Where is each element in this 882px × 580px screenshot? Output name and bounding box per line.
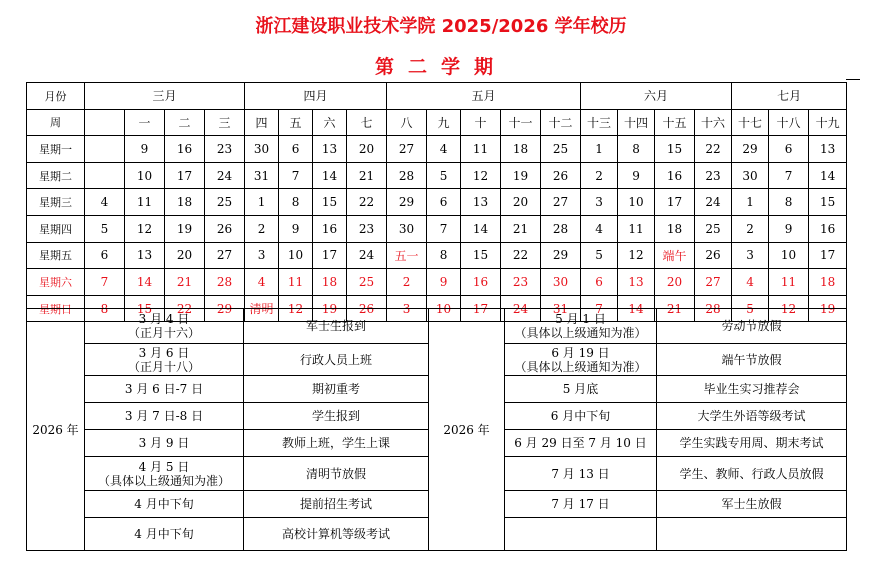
date-cell: 27 bbox=[695, 269, 732, 296]
date-cell: 五一 bbox=[387, 242, 427, 269]
date-cell: 18 bbox=[501, 136, 541, 163]
date-cell: 3 bbox=[732, 242, 769, 269]
event-date-line: 6 月 19 日 bbox=[551, 345, 610, 360]
event-date-right bbox=[505, 344, 657, 376]
decorative-line bbox=[846, 79, 860, 80]
date-cell: 13 bbox=[461, 189, 501, 216]
event-date-line: 7 月 17 日 bbox=[551, 497, 610, 511]
month-header: 五月 bbox=[387, 83, 581, 110]
date-cell: 27 bbox=[387, 136, 427, 163]
date-cell: 10 bbox=[427, 295, 461, 322]
event-name-left: 军士生报到 bbox=[244, 309, 429, 344]
week-number: 六 bbox=[313, 109, 347, 136]
date-cell: 20 bbox=[165, 242, 205, 269]
date-cell: 16 bbox=[461, 269, 501, 296]
date-cell: 24 bbox=[205, 162, 245, 189]
event-date-line: 3 月 6 日-7 日 bbox=[124, 382, 204, 396]
day-row bbox=[27, 215, 847, 242]
date-cell: 24 bbox=[501, 295, 541, 322]
event-date-line: 4 月中下旬 bbox=[134, 527, 194, 541]
date-cell: 23 bbox=[501, 269, 541, 296]
date-cell: 4 bbox=[581, 215, 618, 242]
week-number: 十三 bbox=[581, 109, 618, 136]
date-cell: 端午 bbox=[655, 242, 695, 269]
event-name-right: 军士生放假 bbox=[657, 491, 847, 518]
year-label-left: 2026 年 bbox=[27, 309, 85, 551]
event-date-line: （具体以上级通知为准） bbox=[514, 359, 647, 374]
date-cell: 6 bbox=[279, 136, 313, 163]
event-date-line: 3 月 7 日-8 日 bbox=[124, 409, 204, 423]
page-title: 浙江建设职业技术学院 2025/2026 学年校历 bbox=[255, 16, 627, 37]
date-cell: 12 bbox=[769, 295, 809, 322]
date-cell: 15 bbox=[125, 295, 165, 322]
date-cell: 1 bbox=[732, 189, 769, 216]
date-cell: 10 bbox=[125, 162, 165, 189]
event-date-right bbox=[505, 457, 657, 491]
date-cell: 22 bbox=[501, 242, 541, 269]
event-date-line: 3 月 6 日 bbox=[138, 345, 190, 360]
event-date-line: 5 月底 bbox=[562, 382, 599, 396]
date-cell: 26 bbox=[347, 295, 387, 322]
week-number: 七 bbox=[347, 109, 387, 136]
date-cell: 8 bbox=[618, 136, 655, 163]
event-date-right bbox=[505, 403, 657, 430]
date-cell: 30 bbox=[387, 215, 427, 242]
date-cell: 3 bbox=[245, 242, 279, 269]
event-name-right: 学生、教师、行政人员放假 bbox=[657, 457, 847, 491]
event-name-right: 端午节放假 bbox=[657, 344, 847, 376]
event-date-line: 4 月中下旬 bbox=[134, 497, 194, 511]
event-date-line: 5 月 1 日 bbox=[555, 312, 606, 326]
date-cell: 16 bbox=[809, 215, 847, 242]
date-cell: 14 bbox=[313, 162, 347, 189]
date-cell: 13 bbox=[313, 136, 347, 163]
date-cell: 9 bbox=[427, 269, 461, 296]
date-cell: 27 bbox=[541, 189, 581, 216]
date-cell: 21 bbox=[165, 269, 205, 296]
event-date-line: （具体以上级通知为准） bbox=[97, 473, 230, 488]
event-name-left: 高校计算机等级考试 bbox=[244, 518, 429, 551]
month-header: 四月 bbox=[245, 83, 387, 110]
date-cell: 17 bbox=[809, 242, 847, 269]
date-cell: 16 bbox=[313, 215, 347, 242]
date-cell: 24 bbox=[347, 242, 387, 269]
date-cell: 28 bbox=[205, 269, 245, 296]
week-number: 十二 bbox=[541, 109, 581, 136]
event-date-line: （正月十八） bbox=[127, 359, 200, 374]
event-name-left: 清明节放假 bbox=[244, 457, 429, 491]
event-date-line: 4 月 5 日 bbox=[138, 459, 190, 474]
date-cell: 19 bbox=[165, 215, 205, 242]
date-cell: 2 bbox=[732, 215, 769, 242]
event-name-right: 大学生外语等级考试 bbox=[657, 403, 847, 430]
month-header: 七月 bbox=[732, 83, 847, 110]
date-cell: 26 bbox=[205, 215, 245, 242]
event-date-left bbox=[85, 430, 244, 457]
date-cell: 27 bbox=[205, 242, 245, 269]
date-cell: 29 bbox=[387, 189, 427, 216]
date-cell: 18 bbox=[165, 189, 205, 216]
date-cell: 11 bbox=[769, 269, 809, 296]
event-date-left bbox=[85, 457, 244, 491]
week-row bbox=[27, 109, 847, 136]
date-cell: 2 bbox=[581, 162, 618, 189]
date-cell: 20 bbox=[347, 136, 387, 163]
date-cell: 7 bbox=[769, 162, 809, 189]
date-cell: 4 bbox=[85, 189, 125, 216]
day-row bbox=[27, 162, 847, 189]
date-cell: 13 bbox=[125, 242, 165, 269]
week-number: 五 bbox=[279, 109, 313, 136]
date-cell: 6 bbox=[769, 136, 809, 163]
event-date-line: 7 月 13 日 bbox=[551, 466, 610, 481]
date-cell: 6 bbox=[85, 242, 125, 269]
date-cell: 25 bbox=[695, 215, 732, 242]
date-cell: 15 bbox=[461, 242, 501, 269]
event-date-line: 6 月中下旬 bbox=[550, 409, 611, 423]
month-header-label: 月份 bbox=[27, 83, 85, 110]
event-date-line: 6 月 29 日至 7 月 10 日 bbox=[514, 436, 647, 450]
date-cell: 6 bbox=[427, 189, 461, 216]
date-cell: 7 bbox=[85, 269, 125, 296]
date-cell: 14 bbox=[618, 295, 655, 322]
week-number: 十六 bbox=[695, 109, 732, 136]
date-cell: 19 bbox=[501, 162, 541, 189]
date-cell: 29 bbox=[732, 136, 769, 163]
date-cell: 15 bbox=[655, 136, 695, 163]
date-cell: 8 bbox=[769, 189, 809, 216]
date-cell: 17 bbox=[655, 189, 695, 216]
date-cell: 14 bbox=[125, 269, 165, 296]
week-number: 十 bbox=[461, 109, 501, 136]
date-cell: 2 bbox=[245, 215, 279, 242]
date-cell: 8 bbox=[427, 242, 461, 269]
event-name-right: 学生实践专用周、期末考试 bbox=[657, 430, 847, 457]
year-label-right: 2026 年 bbox=[429, 309, 505, 551]
date-cell: 12 bbox=[618, 242, 655, 269]
event-date-line: （具体以上级通知为准） bbox=[514, 326, 647, 340]
event-name-left: 期初重考 bbox=[244, 376, 429, 403]
date-cell: 25 bbox=[205, 189, 245, 216]
date-cell: 21 bbox=[501, 215, 541, 242]
weekday-label: 星期四 bbox=[27, 215, 85, 242]
date-cell: 20 bbox=[655, 269, 695, 296]
semester-subtitle: 第二学期 bbox=[374, 56, 507, 78]
event-row bbox=[27, 309, 847, 344]
date-cell: 29 bbox=[541, 242, 581, 269]
date-cell: 30 bbox=[245, 136, 279, 163]
date-cell: 13 bbox=[809, 136, 847, 163]
date-cell: 17 bbox=[461, 295, 501, 322]
date-cell: 31 bbox=[541, 295, 581, 322]
date-cell: 5 bbox=[85, 215, 125, 242]
date-cell: 12 bbox=[125, 215, 165, 242]
event-name-right: 毕业生实习推荐会 bbox=[657, 376, 847, 403]
month-row bbox=[27, 83, 847, 110]
event-name-right bbox=[657, 518, 847, 551]
date-cell: 19 bbox=[313, 295, 347, 322]
date-cell: 14 bbox=[809, 162, 847, 189]
week-number: 四 bbox=[245, 109, 279, 136]
date-cell: 清明 bbox=[245, 295, 279, 322]
date-cell: 3 bbox=[581, 189, 618, 216]
date-cell: 4 bbox=[245, 269, 279, 296]
date-cell: 20 bbox=[501, 189, 541, 216]
date-cell: 6 bbox=[581, 269, 618, 296]
day-row bbox=[27, 242, 847, 269]
date-cell: 21 bbox=[347, 162, 387, 189]
date-cell: 9 bbox=[279, 215, 313, 242]
date-cell: 15 bbox=[809, 189, 847, 216]
date-cell: 17 bbox=[313, 242, 347, 269]
date-cell: 10 bbox=[769, 242, 809, 269]
date-cell: 23 bbox=[205, 136, 245, 163]
date-cell: 7 bbox=[279, 162, 313, 189]
date-cell bbox=[85, 136, 125, 163]
date-cell: 31 bbox=[245, 162, 279, 189]
event-date-left bbox=[85, 309, 244, 344]
event-date-right bbox=[505, 309, 657, 344]
date-cell: 25 bbox=[347, 269, 387, 296]
date-cell: 30 bbox=[732, 162, 769, 189]
date-cell: 22 bbox=[695, 136, 732, 163]
date-cell: 9 bbox=[125, 136, 165, 163]
event-date-line: 3 月 9 日 bbox=[138, 436, 190, 450]
calendar-table bbox=[26, 82, 847, 322]
date-cell: 10 bbox=[618, 189, 655, 216]
week-number: 十五 bbox=[655, 109, 695, 136]
week-number: 八 bbox=[387, 109, 427, 136]
events-table bbox=[26, 308, 847, 551]
date-cell: 18 bbox=[809, 269, 847, 296]
date-cell: 5 bbox=[427, 162, 461, 189]
week-number: 一 bbox=[125, 109, 165, 136]
date-cell: 28 bbox=[387, 162, 427, 189]
date-cell: 30 bbox=[541, 269, 581, 296]
date-cell: 5 bbox=[732, 295, 769, 322]
weekday-label: 星期二 bbox=[27, 162, 85, 189]
event-date-left bbox=[85, 518, 244, 551]
date-cell: 15 bbox=[313, 189, 347, 216]
week-number: 九 bbox=[427, 109, 461, 136]
date-cell: 22 bbox=[165, 295, 205, 322]
week-number: 三 bbox=[205, 109, 245, 136]
date-cell: 2 bbox=[387, 269, 427, 296]
event-date-left bbox=[85, 344, 244, 376]
date-cell: 29 bbox=[205, 295, 245, 322]
date-cell: 5 bbox=[581, 242, 618, 269]
week-number bbox=[85, 109, 125, 136]
weekday-label: 星期六 bbox=[27, 269, 85, 296]
date-cell: 1 bbox=[581, 136, 618, 163]
weekday-label: 星期三 bbox=[27, 189, 85, 216]
date-cell: 14 bbox=[461, 215, 501, 242]
day-row bbox=[27, 269, 847, 296]
date-cell: 11 bbox=[618, 215, 655, 242]
week-number: 十八 bbox=[769, 109, 809, 136]
week-header-label: 周 bbox=[27, 109, 85, 136]
week-number: 二 bbox=[165, 109, 205, 136]
date-cell: 26 bbox=[541, 162, 581, 189]
date-cell: 7 bbox=[581, 295, 618, 322]
event-name-left: 教师上班，学生上课 bbox=[244, 430, 429, 457]
date-cell: 12 bbox=[461, 162, 501, 189]
date-cell: 26 bbox=[695, 242, 732, 269]
day-row bbox=[27, 136, 847, 163]
date-cell: 9 bbox=[618, 162, 655, 189]
event-name-left: 行政人员上班 bbox=[244, 344, 429, 376]
date-cell: 8 bbox=[279, 189, 313, 216]
date-cell: 9 bbox=[769, 215, 809, 242]
month-header: 六月 bbox=[581, 83, 732, 110]
date-cell: 11 bbox=[461, 136, 501, 163]
day-row bbox=[27, 189, 847, 216]
date-cell: 24 bbox=[695, 189, 732, 216]
event-date-right bbox=[505, 518, 657, 551]
date-cell: 13 bbox=[618, 269, 655, 296]
event-date-right bbox=[505, 376, 657, 403]
date-cell: 25 bbox=[541, 136, 581, 163]
date-cell: 3 bbox=[387, 295, 427, 322]
event-date-right bbox=[505, 430, 657, 457]
date-cell: 18 bbox=[313, 269, 347, 296]
event-date-line: （正月十六） bbox=[127, 326, 200, 340]
week-number: 十九 bbox=[809, 109, 847, 136]
date-cell: 19 bbox=[809, 295, 847, 322]
week-number: 十一 bbox=[501, 109, 541, 136]
week-number: 十七 bbox=[732, 109, 769, 136]
date-cell bbox=[85, 162, 125, 189]
date-cell: 23 bbox=[695, 162, 732, 189]
date-cell: 11 bbox=[125, 189, 165, 216]
date-cell: 22 bbox=[347, 189, 387, 216]
event-date-left bbox=[85, 491, 244, 518]
date-cell: 28 bbox=[541, 215, 581, 242]
date-cell: 23 bbox=[347, 215, 387, 242]
date-cell: 1 bbox=[245, 189, 279, 216]
week-number: 十四 bbox=[618, 109, 655, 136]
date-cell: 21 bbox=[655, 295, 695, 322]
event-date-right bbox=[505, 491, 657, 518]
event-name-right: 劳动节放假 bbox=[657, 309, 847, 344]
event-date-left bbox=[85, 403, 244, 430]
weekday-label: 星期一 bbox=[27, 136, 85, 163]
event-name-left: 提前招生考试 bbox=[244, 491, 429, 518]
date-cell: 16 bbox=[165, 136, 205, 163]
date-cell: 4 bbox=[427, 136, 461, 163]
date-cell: 4 bbox=[732, 269, 769, 296]
weekday-label: 星期日 bbox=[27, 295, 85, 322]
date-cell: 17 bbox=[165, 162, 205, 189]
event-date-line: 3 月 4 日 bbox=[138, 312, 190, 326]
date-cell: 28 bbox=[695, 295, 732, 322]
date-cell: 18 bbox=[655, 215, 695, 242]
date-cell: 16 bbox=[655, 162, 695, 189]
date-cell: 10 bbox=[279, 242, 313, 269]
event-date-left bbox=[85, 376, 244, 403]
date-cell: 7 bbox=[427, 215, 461, 242]
date-cell: 8 bbox=[85, 295, 125, 322]
month-header: 三月 bbox=[85, 83, 245, 110]
weekday-label: 星期五 bbox=[27, 242, 85, 269]
date-cell: 12 bbox=[279, 295, 313, 322]
event-name-left: 学生报到 bbox=[244, 403, 429, 430]
date-cell: 11 bbox=[279, 269, 313, 296]
